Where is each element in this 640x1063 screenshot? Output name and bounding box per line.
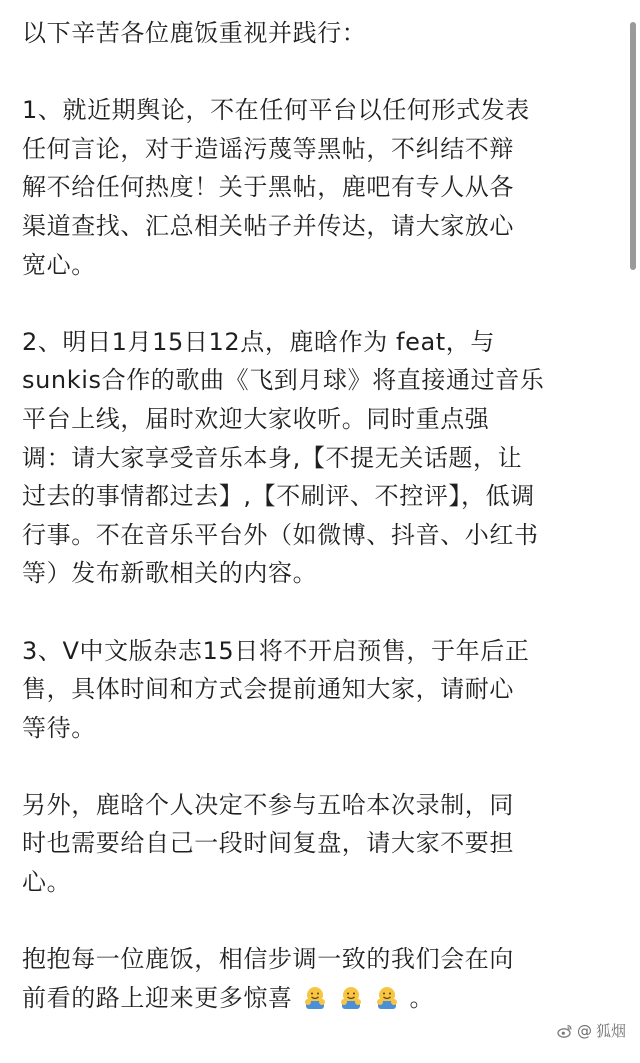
extra-line-3: 心。 bbox=[22, 868, 72, 897]
item2-line-1: 2、明日1月15日12点，鹿晗作为 feat，与 bbox=[22, 327, 495, 356]
item1-line-4: 渠道查找、汇总相关帖子并传达，请大家放心 bbox=[22, 211, 514, 240]
paragraph-gap bbox=[22, 284, 618, 323]
item3-line-1: 3、V中文版杂志15日将不开启预售，于年后正 bbox=[22, 636, 530, 665]
extra-line-2: 时也需要给自己一段时间复盘，请大家不要担 bbox=[22, 829, 514, 858]
paragraph-gap bbox=[22, 593, 618, 632]
item2-line-5: 过去的事情都过去】,【不刷评、不控评】，低调 bbox=[22, 482, 535, 511]
paragraph-gap bbox=[22, 902, 618, 941]
post-body bbox=[22, 14, 618, 1017]
weibo-logo-icon bbox=[557, 1023, 573, 1039]
extra-line-1: 另外，鹿晗个人决定不参与五哈本次录制，同 bbox=[22, 790, 514, 819]
hug-emoji-icon bbox=[338, 985, 364, 1011]
closing-line-1: 抱抱每一位鹿饭，相信步调一致的我们会在向 bbox=[22, 945, 514, 974]
item2-line-6: 行事。不在音乐平台外（如微博、抖音、小红书 bbox=[22, 520, 539, 549]
paragraph-gap bbox=[22, 53, 618, 92]
closing-period: 。 bbox=[409, 983, 435, 1012]
item1-line-2: 任何言论，对于造谣污蔑等黑帖，不纠结不辩 bbox=[22, 134, 514, 163]
item2-line-7: 等）发布新歌相关的内容。 bbox=[22, 559, 318, 588]
item1-line-1: 1、就近期舆论，不在任何平台以任何形式发表 bbox=[22, 96, 530, 125]
closing-line-2 bbox=[22, 979, 618, 1018]
watermark-at: @ bbox=[576, 1021, 592, 1040]
item2-line-4: 调：请大家享受音乐本身,【不提无关话题，让 bbox=[22, 443, 523, 472]
item1-line-5: 宽心。 bbox=[22, 250, 96, 279]
watermark bbox=[557, 1020, 626, 1041]
item3-line-2: 售，具体时间和方式会提前通知大家，请耐心 bbox=[22, 675, 514, 704]
intro-line: 以下辛苦各位鹿饭重视并践行： bbox=[22, 19, 367, 47]
item1-line-3: 解不给任何热度！关于黑帖，鹿吧有专人从各 bbox=[22, 173, 514, 202]
item2-line-2: sunkis合作的歌曲《飞到月球》将直接通过音乐 bbox=[22, 366, 545, 395]
item3-line-3: 等待。 bbox=[22, 713, 96, 742]
closing-line-2-text: 前看的路上迎来更多惊喜 bbox=[22, 983, 293, 1012]
watermark-text: 狐烟 bbox=[595, 1022, 626, 1040]
item2-line-3: 平台上线，届时欢迎大家收听。同时重点强 bbox=[22, 404, 490, 433]
paragraph-gap bbox=[22, 747, 618, 786]
scrollbar-thumb[interactable] bbox=[630, 22, 636, 270]
hug-emoji-icon bbox=[374, 985, 400, 1011]
hug-emoji-icon bbox=[302, 985, 328, 1011]
